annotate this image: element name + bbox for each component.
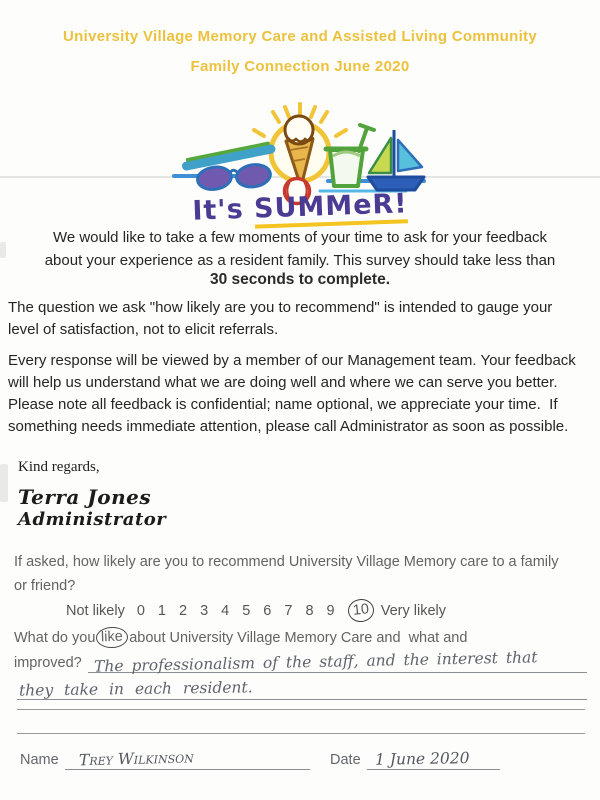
scale-number-6: 6 xyxy=(263,602,272,619)
recommend-question: If asked, how likely are you to recommend University Village Memory care to a family or friend? xyxy=(14,554,559,594)
name-label: Name xyxy=(20,752,59,768)
scale-number-9: 9 xyxy=(326,602,335,619)
response-paragraph: Every response will be viewed by a member of our Management team. Your feedback will help us understand what we are doing well and where we can serve you better. Please note all feedback is confidential; name optional, we appreciate your time. If something needs immediate attention, please call Administrator as soon as possible. xyxy=(8,352,580,435)
handwritten-date: 1 June 2020 xyxy=(374,749,470,769)
gauge-paragraph: The question we ask "how likely are you to recommend" is intended to gauge your level of satisfaction, not to elicit referrals. xyxy=(8,299,553,338)
answer-blank-line-3 xyxy=(17,707,585,710)
feedback-answer-row-1 xyxy=(14,648,587,676)
sailboat-icon xyxy=(368,130,424,190)
answer-blank-line-1 xyxy=(88,648,587,676)
scale-number-10-pen-circled: 10 xyxy=(346,598,374,624)
closing-line: Kind regards, xyxy=(18,459,100,475)
scale-number-3: 3 xyxy=(200,602,209,619)
date-blank-line xyxy=(367,743,500,770)
pen-circled-word-like: like xyxy=(96,626,128,648)
letter-title-line2: Family Connection June 2020 xyxy=(190,58,410,75)
scan-artifact xyxy=(0,242,6,258)
handwritten-answer-line-1: The professionalism of the staff, and the interest that xyxy=(93,648,538,676)
caption-its: It's xyxy=(191,193,245,227)
answer-blank-line-4 xyxy=(17,731,585,734)
feedback-question-part2: about University Village Memory Care and what and xyxy=(129,629,468,646)
feedback-question-part3: improved? xyxy=(14,655,82,671)
handwritten-answer-line-2: they take in each resident. xyxy=(18,678,253,700)
scale-high-label: Very likely xyxy=(380,602,447,619)
scale-number-0: 0 xyxy=(136,602,145,619)
signature-name: Terra Jones xyxy=(18,485,152,509)
scale-number-5: 5 xyxy=(242,602,251,619)
feedback-question-part1: What do you xyxy=(14,629,96,646)
scale-number-4: 4 xyxy=(221,602,230,619)
scale-number-1: 1 xyxy=(157,602,166,619)
scale-number-8: 8 xyxy=(305,602,314,619)
rating-scale xyxy=(66,599,446,622)
scan-artifact xyxy=(0,464,8,502)
date-field-row xyxy=(330,744,500,770)
letter-title-line1: University Village Memory Care and Assisted Living Community xyxy=(63,28,537,45)
its-summer-caption xyxy=(192,188,408,226)
scale-number-2: 2 xyxy=(178,602,188,619)
date-label: Date xyxy=(330,752,361,768)
feedback-question xyxy=(14,627,574,648)
intro-emphasis: 30 seconds to complete. xyxy=(209,271,391,288)
scale-number-7: 7 xyxy=(284,602,293,619)
intro-paragraph: We would like to take a few moments of your time to ask for your feedback about your experience as a resident family. This survey should take less than xyxy=(44,229,556,269)
answer-blank-line-2 xyxy=(17,675,587,700)
name-field-row xyxy=(20,744,310,770)
signature-title: Administrator xyxy=(18,509,167,530)
caption-summer: SUMMeR! xyxy=(254,188,409,228)
scale-low-label: Not likely xyxy=(66,602,125,619)
name-blank-line xyxy=(65,743,310,770)
sunglasses-icon xyxy=(185,143,276,196)
handwritten-name: Trey Wilkinson xyxy=(78,748,194,770)
